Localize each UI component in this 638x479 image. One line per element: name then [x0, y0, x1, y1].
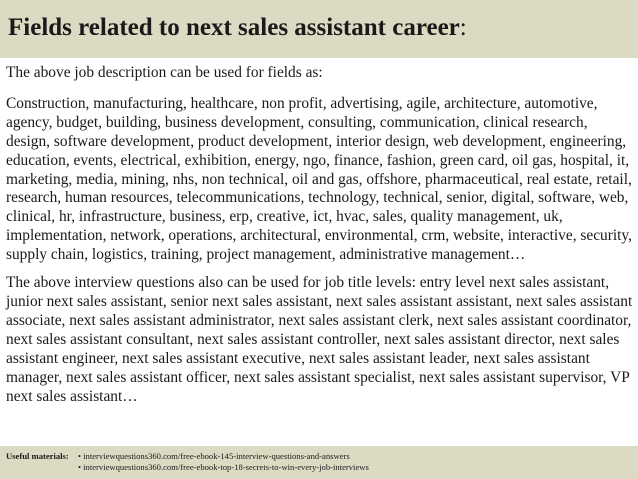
- slide-title: [8, 13, 638, 43]
- slide-content: [6, 64, 634, 406]
- footer-link-ebook-145[interactable]: • interviewquestions360.com/free-ebook-145-interview-questions-and-answers: [78, 451, 350, 461]
- footer-label-spacer: [6, 462, 78, 473]
- footer-row-2: [6, 462, 638, 473]
- footer-link-ebook-top-18[interactable]: • interviewquestions360.com/free-ebook-top-18-secrets-to-win-every-job-interviews: [78, 462, 369, 472]
- levels-paragraph: The above interview questions also can be used for job title levels: entry level next sales assistant, junior next sales assistant, senior next sales assistant, next sales assistant assistant, next sales assistant associate, next sales assistant administrator, next sales assistant clerk, next sales assistant coordinator, next sales assistant consultant, next sales assistant controller, next sales assistant director, next sales assistant engineer, next sales assistant executive, next sales assistant leader, next sales assistant manager, next sales assistant officer, next sales assistant specialist, next sales assistant supervisor, VP next sales assistant…: [6, 274, 633, 405]
- footer-label: Useful materials:: [6, 451, 69, 461]
- footer-row-1: [6, 451, 638, 462]
- footer-bar: [0, 446, 638, 479]
- fields-paragraph: Construction, manufacturing, healthcare, non profit, advertising, agile, architecture, automotive, agency, budget, building, business development, consulting, communication, clinical research, design, software development, product development, interior design, web development, engineering, education, events, electrical, exhibition, energy, ngo, finance, fashion, green card, oil gas, hospital, it, marketing, media, mining, nhs, non technical, oil and gas, offshore, pharmaceutical, real estate, retail, research, human resources, telecommunications, technology, technical, senior, digital, software, web, clinical, hr, infrastructure, business, erp, creative, ict, hvac, sales, quality management, uk, implementation, network, operations, architectural, environmental, crm, website, interactive, security, supply chain, logistics, training, project management, administrative management…: [6, 94, 632, 264]
- title-bar: [0, 0, 638, 58]
- intro-paragraph: The above job description can be used for fields as:: [6, 64, 323, 81]
- slide-title-colon: :: [459, 14, 467, 41]
- slide-title-text: Fields related to next sales assistant career: [8, 14, 460, 41]
